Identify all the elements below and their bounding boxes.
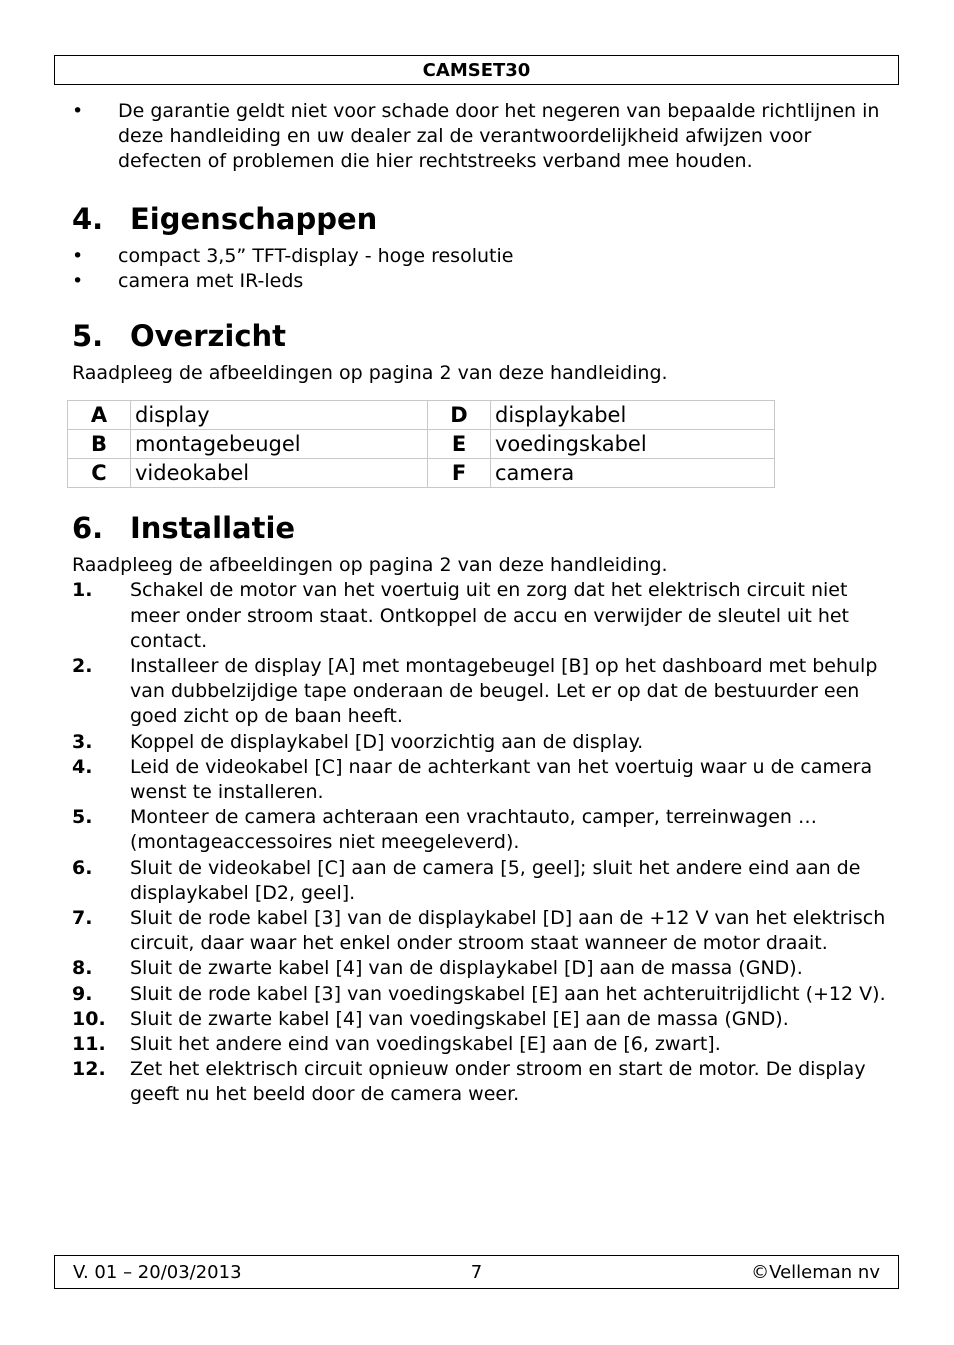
list-item bbox=[72, 654, 887, 730]
step-number: 2. bbox=[72, 655, 93, 678]
table-value: display bbox=[131, 401, 428, 430]
section-4-number: 4. bbox=[72, 201, 104, 236]
table-key: B bbox=[68, 430, 131, 459]
step-text: Sluit de zwarte kabel [4] van de displaykabel [D] aan de massa (GND). bbox=[130, 957, 803, 980]
table-value: voedingskabel bbox=[491, 430, 775, 459]
list-item bbox=[72, 755, 887, 805]
section-5-text: Raadpleeg de afbeeldingen op pagina 2 van deze handleiding. bbox=[72, 362, 668, 385]
table-key: F bbox=[428, 459, 491, 488]
step-text: Leid de videokabel [C] naar de achterkant van het voertuig waar u de camera wenst te installeren. bbox=[130, 755, 873, 804]
list-item bbox=[72, 730, 887, 755]
step-number: 8. bbox=[72, 957, 93, 980]
step-number: 5. bbox=[72, 806, 93, 829]
table-value: displaykabel bbox=[491, 401, 775, 430]
list-item bbox=[72, 982, 887, 1007]
footer-copyright: ©Velleman nv bbox=[751, 1262, 880, 1283]
section-6-number: 6. bbox=[72, 511, 104, 546]
step-text: Sluit de rode kabel [3] van voedingskabel [E] aan het achteruitrijdlicht (+12 V). bbox=[130, 982, 886, 1005]
step-number: 12. bbox=[72, 1058, 106, 1081]
section-4-heading bbox=[72, 199, 887, 239]
section-6-text: Raadpleeg de afbeeldingen op pagina 2 van deze handleiding. bbox=[72, 554, 668, 577]
step-text: Sluit de videokabel [C] aan de camera [5, geel]; sluit het andere eind aan de displaykabel [D2, geel]. bbox=[130, 856, 861, 904]
step-number: 3. bbox=[72, 730, 93, 753]
table-key: C bbox=[68, 459, 131, 488]
list-item bbox=[72, 805, 887, 855]
feature-bullet: • camera met IR-leds bbox=[72, 269, 887, 294]
installation-steps bbox=[72, 578, 887, 1107]
list-item bbox=[72, 1032, 887, 1057]
step-number: 11. bbox=[72, 1033, 106, 1056]
step-text: Monteer de camera achteraan een vrachtauto, camper, terreinwagen … (montageaccessoires niet meegeleverd). bbox=[130, 806, 817, 854]
page-footer bbox=[54, 1255, 899, 1289]
table-value: videokabel bbox=[131, 459, 428, 488]
section-5-heading bbox=[72, 316, 887, 356]
table-row bbox=[68, 459, 775, 488]
table-value: montagebeugel bbox=[131, 430, 428, 459]
list-item bbox=[72, 856, 887, 906]
step-number: 1. bbox=[72, 579, 93, 602]
table-key: A bbox=[68, 401, 131, 430]
header-title: CAMSET30 bbox=[422, 60, 531, 81]
step-number: 9. bbox=[72, 982, 93, 1005]
section-4-title: Eigenschappen bbox=[130, 201, 378, 236]
step-text: Installeer de display [A] met montagebeugel [B] op het dashboard met behulp van dubbelzijdige tape onderaan de beugel. Let er op dat de bestuurder een goed zicht op de baan heeft. bbox=[130, 655, 878, 728]
list-item bbox=[72, 578, 887, 654]
step-text: Koppel de displaykabel [D] voorzichtig aan de display. bbox=[130, 730, 644, 753]
section-5-number: 5. bbox=[72, 319, 104, 354]
step-number: 4. bbox=[72, 755, 93, 778]
page-content bbox=[72, 99, 887, 1108]
intro-bullet: • De garantie geldt niet voor schade door het negeren van bepaalde richtlijnen in deze handleiding en uw dealer zal de verantwoordelijkheid afwijzen voor defecten of problemen die hier rechtstreeks verband mee houden. bbox=[72, 99, 887, 175]
step-text: Zet het elektrisch circuit opnieuw onder stroom en start de motor. De display geeft nu het beeld door de camera weer. bbox=[130, 1058, 866, 1106]
table-key: E bbox=[428, 430, 491, 459]
footer-version: V. 01 – 20/03/2013 bbox=[73, 1262, 242, 1283]
step-number: 7. bbox=[72, 907, 93, 930]
overview-table bbox=[67, 400, 775, 488]
page-header bbox=[54, 55, 899, 85]
list-item bbox=[72, 906, 887, 956]
list-item bbox=[72, 1057, 887, 1107]
section-6-title: Installatie bbox=[130, 511, 296, 546]
step-number: 10. bbox=[72, 1007, 106, 1030]
list-item bbox=[72, 956, 887, 981]
step-text: Schakel de motor van het voertuig uit en zorg dat het elektrisch circuit niet meer onder stroom staat. Ontkoppel de accu en verwijder de sleutel uit het contact. bbox=[130, 579, 850, 652]
section-5-title: Overzicht bbox=[130, 319, 287, 354]
feature-bullet: • compact 3,5” TFT-display - hoge resolutie bbox=[72, 244, 887, 269]
table-row bbox=[68, 430, 775, 459]
step-number: 6. bbox=[72, 856, 93, 879]
section-6-heading bbox=[72, 508, 887, 548]
step-text: Sluit de zwarte kabel [4] van voedingskabel [E] aan de massa (GND). bbox=[130, 1007, 789, 1030]
step-text: Sluit de rode kabel [3] van de displaykabel [D] aan de +12 V van het elektrisch circuit, daar waar het enkel onder stroom staat wanneer de motor draait. bbox=[130, 907, 886, 955]
step-text: Sluit het andere eind van voedingskabel [E] aan de [6, zwart]. bbox=[130, 1033, 721, 1056]
table-row bbox=[68, 401, 775, 430]
footer-page-number: 7 bbox=[470, 1262, 483, 1283]
list-item bbox=[72, 1007, 887, 1032]
table-value: camera bbox=[491, 459, 775, 488]
table-key: D bbox=[428, 401, 491, 430]
